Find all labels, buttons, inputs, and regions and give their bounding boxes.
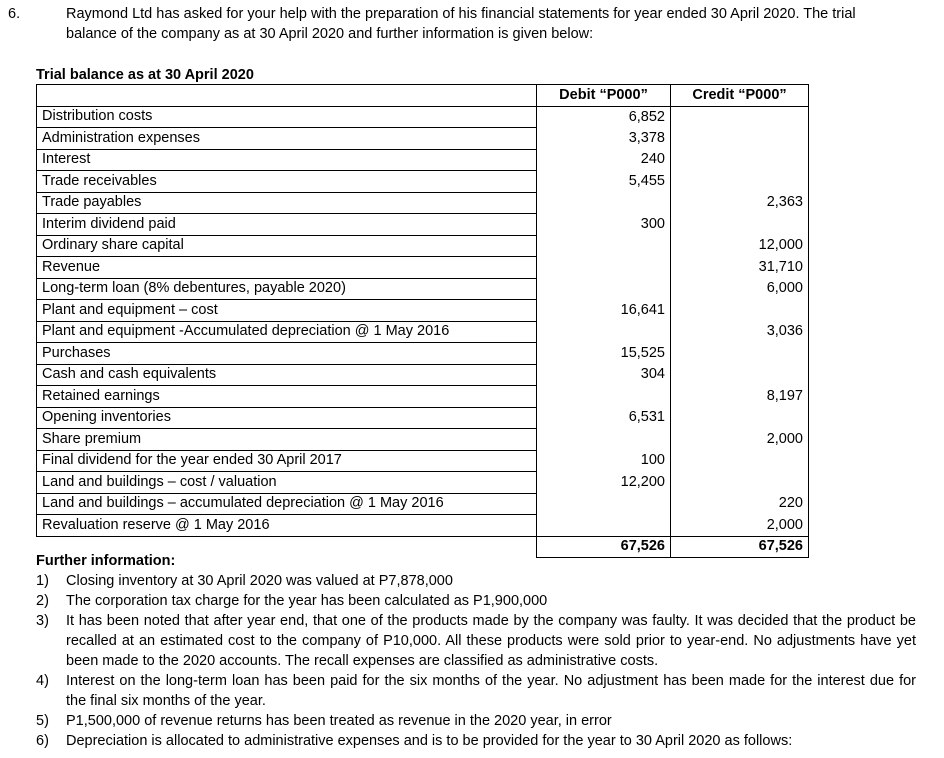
table-row [37, 386, 809, 408]
item-number: 2) [36, 593, 49, 609]
credit-value: 2,363 [671, 192, 809, 214]
further-information [36, 551, 916, 751]
credit-value: 3,036 [671, 321, 809, 343]
item-text: Depreciation is allocated to administrative expenses and is to be provided for the year to 30 April 2020 as follows: [66, 733, 793, 749]
table-row [37, 300, 809, 322]
further-information-item [36, 711, 916, 731]
account-name: Trade payables [37, 192, 537, 214]
account-name: Ordinary share capital [37, 235, 537, 257]
account-name: Interest [37, 149, 537, 171]
credit-value [671, 106, 809, 128]
account-name: Opening inventories [37, 407, 537, 429]
credit-value [671, 128, 809, 150]
table-row [37, 472, 809, 494]
trial-balance-body [37, 106, 809, 536]
credit-value [671, 343, 809, 365]
debit-value [537, 493, 671, 515]
further-information-list [36, 571, 916, 751]
credit-value: 12,000 [671, 235, 809, 257]
credit-value: 6,000 [671, 278, 809, 300]
item-text: Closing inventory at 30 April 2020 was valued at P7,878,000 [66, 573, 453, 589]
credit-value [671, 407, 809, 429]
further-information-item [36, 571, 916, 591]
credit-value [671, 300, 809, 322]
item-text: The corporation tax charge for the year has been calculated as P1,900,000 [66, 593, 548, 609]
account-name: Land and buildings – cost / valuation [37, 472, 537, 494]
credit-value: 2,000 [671, 515, 809, 537]
table-row [37, 214, 809, 236]
further-information-heading: Further information: [36, 553, 176, 569]
debit-value [537, 321, 671, 343]
item-text: It has been noted that after year end, that one of the products made by the company was faulty. It was decided that the product be recalled at an estimated cost to the company of P10,000. All these products were sold prior to year-end. No adjustments have yet been made to the 2020 accounts. The recall expenses are classified as administrative costs. [66, 613, 916, 669]
table-row [37, 321, 809, 343]
table-row [37, 429, 809, 451]
table-row [37, 364, 809, 386]
item-number: 1) [36, 573, 49, 589]
table-row [37, 278, 809, 300]
trial-balance-heading: Trial balance as at 30 April 2020 [36, 67, 254, 83]
credit-value: 8,197 [671, 386, 809, 408]
debit-value [537, 235, 671, 257]
table-row [37, 493, 809, 515]
credit-value: 2,000 [671, 429, 809, 451]
debit-value [537, 257, 671, 279]
credit-value [671, 450, 809, 472]
credit-value [671, 472, 809, 494]
question-text: Raymond Ltd has asked for your help with the preparation of his financial statements for year ended 30 April 2020. The trial balance of the company as at 30 April 2020 and further information is given below: [66, 6, 856, 42]
account-name: Administration expenses [37, 128, 537, 150]
account-name: Revenue [37, 257, 537, 279]
credit-value [671, 171, 809, 193]
debit-value [537, 192, 671, 214]
trial-balance-table [36, 84, 809, 558]
table-row [37, 235, 809, 257]
item-number: 5) [36, 713, 49, 729]
debit-value [537, 515, 671, 537]
credit-value: 31,710 [671, 257, 809, 279]
further-information-item [36, 611, 916, 671]
table-row [37, 515, 809, 537]
total-credit: 67,526 [671, 536, 809, 558]
account-name: Revaluation reserve @ 1 May 2016 [37, 515, 537, 537]
credit-value [671, 214, 809, 236]
account-name: Cash and cash equivalents [37, 364, 537, 386]
account-name: Trade receivables [37, 171, 537, 193]
debit-value: 304 [537, 364, 671, 386]
account-name: Plant and equipment – cost [37, 300, 537, 322]
debit-value [537, 278, 671, 300]
table-row [37, 106, 809, 128]
account-name: Retained earnings [37, 386, 537, 408]
account-name: Purchases [37, 343, 537, 365]
debit-header: Debit “P000” [537, 85, 671, 107]
debit-value: 240 [537, 149, 671, 171]
further-information-item [36, 731, 916, 751]
table-row [37, 149, 809, 171]
credit-header: Credit “P000” [671, 85, 809, 107]
table-row [37, 257, 809, 279]
table-row [37, 192, 809, 214]
account-name: Interim dividend paid [37, 214, 537, 236]
item-number: 3) [36, 613, 49, 629]
debit-value: 15,525 [537, 343, 671, 365]
account-name: Final dividend for the year ended 30 April 2017 [37, 450, 537, 472]
account-name: Long-term loan (8% debentures, payable 2020) [37, 278, 537, 300]
account-name: Distribution costs [37, 106, 537, 128]
debit-value [537, 429, 671, 451]
debit-value: 6,531 [537, 407, 671, 429]
debit-value: 6,852 [537, 106, 671, 128]
item-number: 6) [36, 733, 49, 749]
further-information-item [36, 591, 916, 611]
table-row [37, 407, 809, 429]
debit-value: 5,455 [537, 171, 671, 193]
account-header [37, 85, 537, 107]
item-text: Interest on the long-term loan has been paid for the six months of the year. No adjustment has been made for the interest due for the final six months of the year. [66, 673, 916, 709]
item-text: P1,500,000 of revenue returns has been treated as revenue in the 2020 year, in error [66, 713, 612, 729]
further-information-item [36, 671, 916, 711]
credit-value [671, 149, 809, 171]
table-row [37, 343, 809, 365]
debit-value: 300 [537, 214, 671, 236]
debit-value: 16,641 [537, 300, 671, 322]
table-row [37, 171, 809, 193]
debit-value [537, 386, 671, 408]
debit-value: 3,378 [537, 128, 671, 150]
table-row [37, 128, 809, 150]
account-name: Share premium [37, 429, 537, 451]
table-row [37, 450, 809, 472]
debit-value: 100 [537, 450, 671, 472]
question-number: 6. [8, 6, 21, 22]
item-number: 4) [36, 673, 49, 689]
credit-value: 220 [671, 493, 809, 515]
account-name: Plant and equipment -Accumulated depreciation @ 1 May 2016 [37, 321, 537, 343]
debit-value: 12,200 [537, 472, 671, 494]
credit-value [671, 364, 809, 386]
total-debit: 67,526 [537, 536, 671, 558]
table-header-row [37, 85, 809, 107]
account-name: Land and buildings – accumulated depreciation @ 1 May 2016 [37, 493, 537, 515]
